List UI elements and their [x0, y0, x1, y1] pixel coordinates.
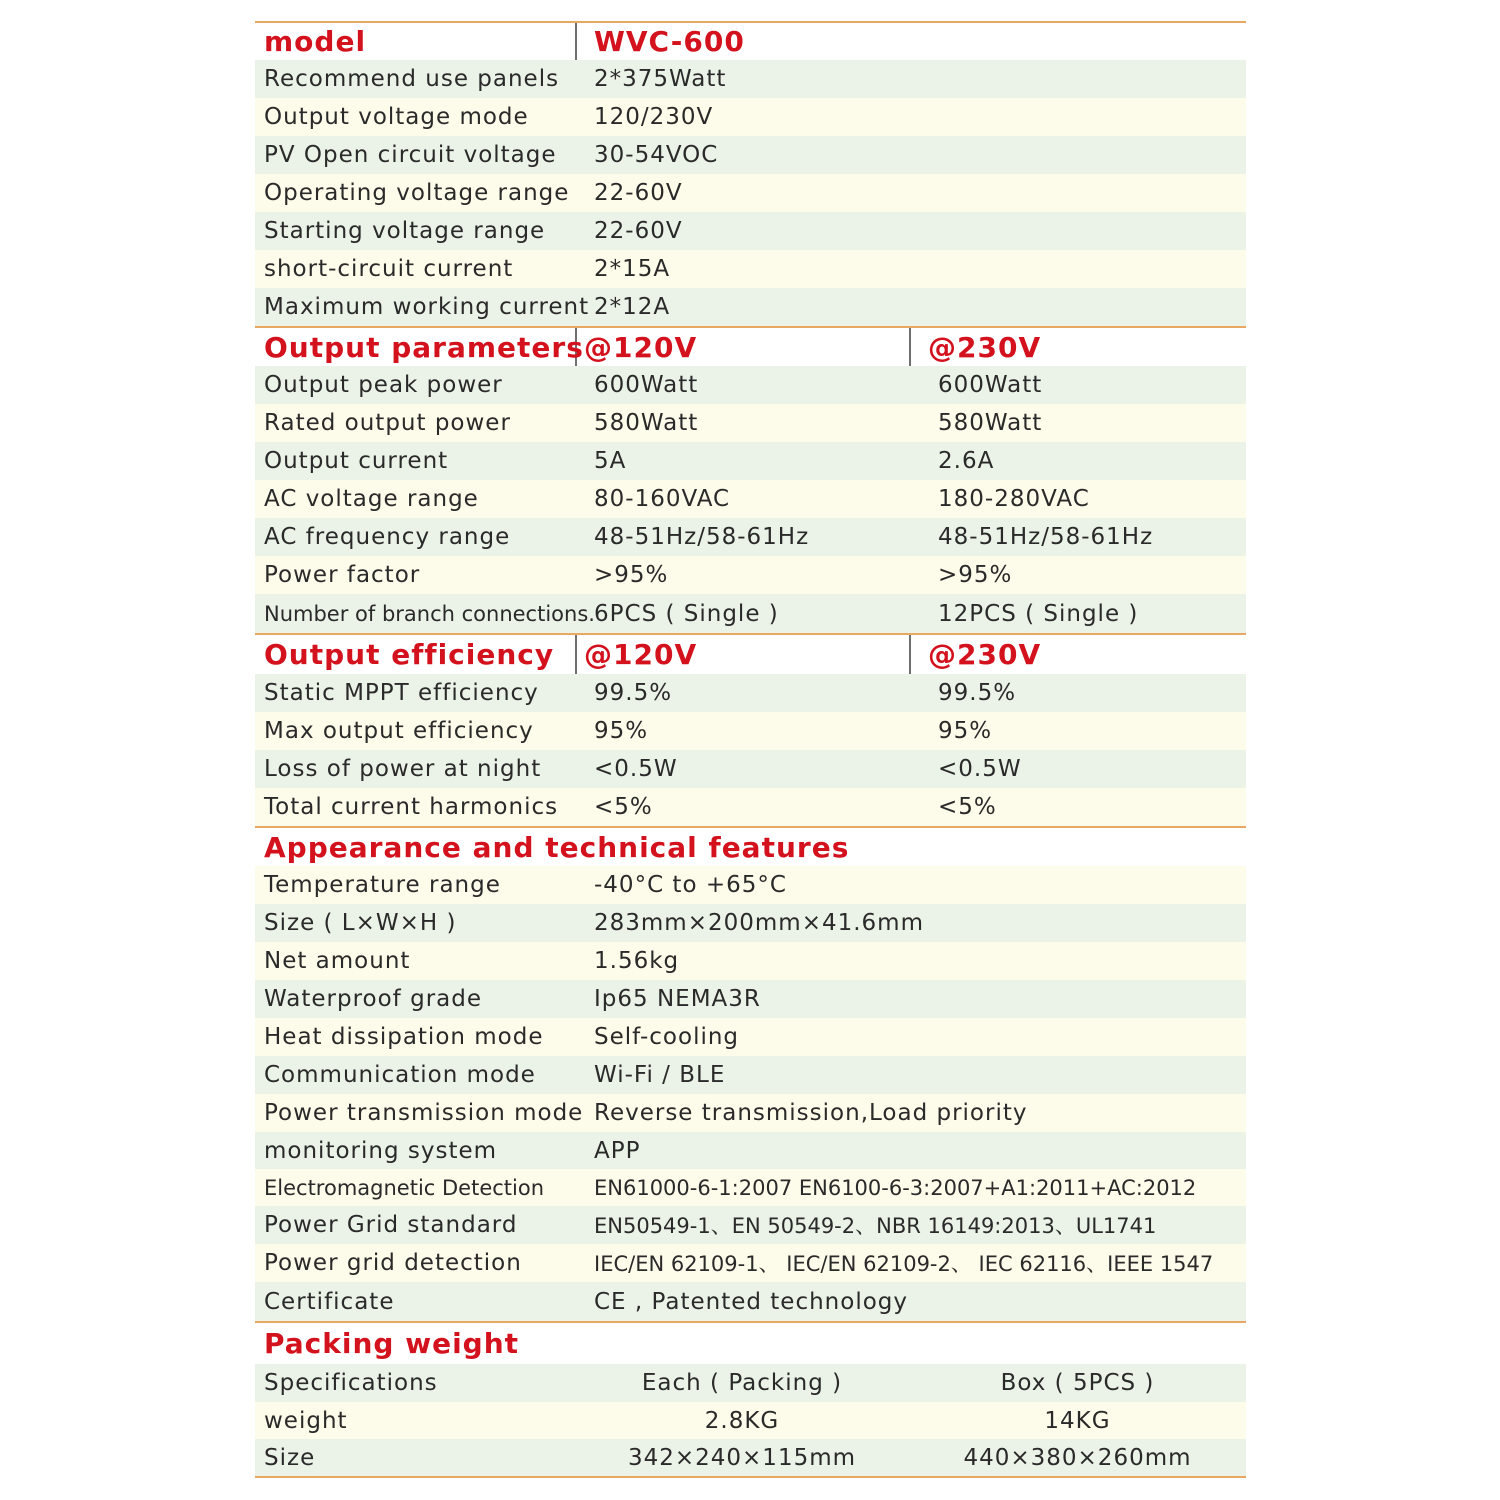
- box-value: 14KG: [1044, 1407, 1111, 1434]
- spec-row: [255, 480, 1246, 518]
- value-230v: 99.5%: [938, 680, 1017, 706]
- spec-label: Loss of power at night: [264, 756, 542, 782]
- divider-bottom: [255, 1476, 1246, 1478]
- value-120v: 580Watt: [594, 410, 699, 436]
- spec-row: [255, 594, 1246, 633]
- spec-value: Wi-Fi / BLE: [594, 1062, 726, 1088]
- model-value: WVC-600: [594, 25, 745, 58]
- section-title: Packing weight: [264, 1327, 520, 1360]
- spec-value: 2*375Watt: [594, 66, 727, 92]
- spec-label: Size ( L×W×H ): [264, 910, 457, 936]
- spec-value: 1.56kg: [594, 948, 680, 974]
- spec-label: Waterproof grade: [264, 986, 482, 1012]
- box-value: 440×380×260mm: [963, 1444, 1192, 1471]
- model-label: model: [264, 25, 367, 58]
- spec-label: monitoring system: [264, 1137, 498, 1164]
- spec-label: Certificate: [264, 1288, 395, 1315]
- spec-label: Heat dissipation mode: [264, 1024, 544, 1050]
- each-value: 2.8KG: [704, 1407, 780, 1434]
- spec-row: [255, 212, 1246, 250]
- spec-row: [255, 750, 1246, 788]
- spec-label: Temperature range: [264, 872, 501, 898]
- spec-row: [255, 288, 1246, 326]
- spec-value: APP: [594, 1137, 641, 1164]
- spec-value: 2*12A: [594, 294, 671, 320]
- spec-value: Reverse transmission,Load priority: [594, 1100, 1028, 1126]
- spec-row: [255, 980, 1246, 1018]
- spec-row: [255, 1282, 1246, 1321]
- spec-row: [255, 404, 1246, 442]
- spec-value: -40°C to +65°C: [594, 872, 787, 898]
- spec-label: Electromagnetic Detection: [264, 1175, 545, 1200]
- spec-label: Output voltage mode: [264, 104, 529, 130]
- value-120v: 600Watt: [594, 372, 699, 398]
- spec-label: Number of branch connections.: [264, 601, 595, 626]
- value-120v: >95%: [594, 562, 669, 588]
- box-header: Box ( 5PCS ): [1000, 1370, 1155, 1396]
- spec-label: Static MPPT efficiency: [264, 680, 539, 706]
- spec-value: 30-54VOC: [594, 142, 719, 168]
- spec-row: [255, 1169, 1246, 1206]
- spec-row: [255, 788, 1246, 826]
- spec-row: [255, 250, 1246, 288]
- spec-value: EN50549-1、EN 50549-2、NBR 16149:2013、UL1741: [594, 1214, 1157, 1238]
- output-parameters-header: [255, 328, 1246, 366]
- column-header-230v: @230V: [928, 638, 1042, 671]
- spec-sheet: [255, 21, 1246, 1480]
- spec-row: [255, 1132, 1246, 1169]
- spec-row: [255, 1244, 1246, 1282]
- value-230v: 95%: [938, 718, 993, 744]
- column-header-230v: @230V: [928, 330, 1042, 364]
- spec-row: [255, 866, 1246, 904]
- model-header-row: [255, 23, 1246, 60]
- spec-value: 22-60V: [594, 218, 683, 244]
- value-230v: <0.5W: [938, 756, 1022, 782]
- section-title: Output efficiency: [264, 638, 555, 671]
- spec-row: [255, 98, 1246, 136]
- value-120v: 80-160VAC: [594, 486, 731, 512]
- spec-label: Communication mode: [264, 1062, 536, 1088]
- spec-row: [255, 1094, 1246, 1132]
- output-efficiency-header: [255, 635, 1246, 674]
- spec-label: Output current: [264, 448, 449, 474]
- spec-label: AC frequency range: [264, 524, 511, 550]
- spec-row: [255, 518, 1246, 556]
- spec-value: Ip65 NEMA3R: [594, 986, 761, 1012]
- spec-row: [255, 712, 1246, 750]
- spec-label: Operating voltage range: [264, 180, 570, 206]
- spec-row: [255, 674, 1246, 712]
- spec-row: [255, 174, 1246, 212]
- spec-label: AC voltage range: [264, 486, 479, 512]
- spec-label: Size: [264, 1444, 316, 1471]
- spec-row: [255, 442, 1246, 480]
- spec-label: Total current harmonics: [264, 794, 559, 820]
- section-title: Output parameters: [264, 330, 584, 364]
- value-120v: 6PCS ( Single ): [594, 600, 779, 627]
- spec-label: Specifications: [264, 1370, 438, 1396]
- spec-row: [255, 904, 1246, 942]
- spec-value: 22-60V: [594, 180, 683, 206]
- value-230v: 48-51Hz/58-61Hz: [938, 524, 1154, 550]
- value-120v: <5%: [594, 794, 653, 820]
- spec-row: [255, 1206, 1246, 1244]
- spec-label: Output peak power: [264, 372, 503, 398]
- column-header-120v: @120V: [584, 330, 698, 364]
- spec-label: Starting voltage range: [264, 218, 546, 244]
- spec-row: [255, 556, 1246, 594]
- appearance-header: [255, 828, 1246, 866]
- value-120v: 95%: [594, 718, 649, 744]
- spec-label: Power factor: [264, 562, 421, 588]
- spec-label: PV Open circuit voltage: [264, 142, 557, 168]
- value-120v: 48-51Hz/58-61Hz: [594, 524, 810, 550]
- spec-label: Power transmission mode: [264, 1100, 584, 1126]
- value-230v: 600Watt: [938, 372, 1043, 398]
- spec-value: 283mm×200mm×41.6mm: [594, 910, 924, 936]
- value-230v: 180-280VAC: [938, 486, 1090, 512]
- value-120v: 99.5%: [594, 680, 673, 706]
- spec-label: Max output efficiency: [264, 718, 534, 744]
- each-value: 342×240×115mm: [627, 1444, 857, 1471]
- spec-label: Recommend use panels: [264, 66, 560, 92]
- value-120v: 5A: [594, 448, 627, 474]
- value-230v: 2.6A: [938, 448, 995, 474]
- spec-row: [255, 60, 1246, 98]
- column-header-120v: @120V: [584, 638, 698, 671]
- spec-row: [255, 1056, 1246, 1094]
- spec-value: 2*15A: [594, 256, 671, 282]
- value-230v: >95%: [938, 562, 1013, 588]
- value-230v: 12PCS ( Single ): [938, 600, 1139, 627]
- spec-row: [255, 366, 1246, 404]
- spec-value: IEC/EN 62109-1、 IEC/EN 62109-2、 IEC 62116、IEEE 1547: [594, 1252, 1214, 1276]
- spec-row: [255, 942, 1246, 980]
- spec-row: [255, 136, 1246, 174]
- section-title: Appearance and technical features: [264, 830, 850, 864]
- packing-row: [255, 1364, 1246, 1402]
- spec-label: Power grid detection: [264, 1250, 522, 1276]
- spec-value: CE , Patented technology: [594, 1288, 908, 1315]
- spec-row: [255, 1018, 1246, 1056]
- spec-label: Power Grid standard: [264, 1212, 518, 1238]
- value-120v: <0.5W: [594, 756, 678, 782]
- spec-label: short-circuit current: [264, 256, 514, 282]
- value-230v: 580Watt: [938, 410, 1043, 436]
- packing-header: [255, 1323, 1246, 1364]
- spec-value: 120/230V: [594, 104, 714, 130]
- spec-label: Net amount: [264, 948, 411, 974]
- spec-value: Self-cooling: [594, 1024, 740, 1050]
- each-packing-header: Each ( Packing ): [641, 1370, 843, 1396]
- packing-row: [255, 1402, 1246, 1439]
- spec-label: Maximum working current: [264, 294, 590, 320]
- packing-row: [255, 1439, 1246, 1476]
- value-230v: <5%: [938, 794, 997, 820]
- spec-label: Rated output power: [264, 410, 511, 436]
- spec-value: EN61000-6-1:2007 EN6100-6-3:2007+A1:2011+AC:2012: [594, 1175, 1197, 1200]
- spec-label: weight: [264, 1407, 348, 1434]
